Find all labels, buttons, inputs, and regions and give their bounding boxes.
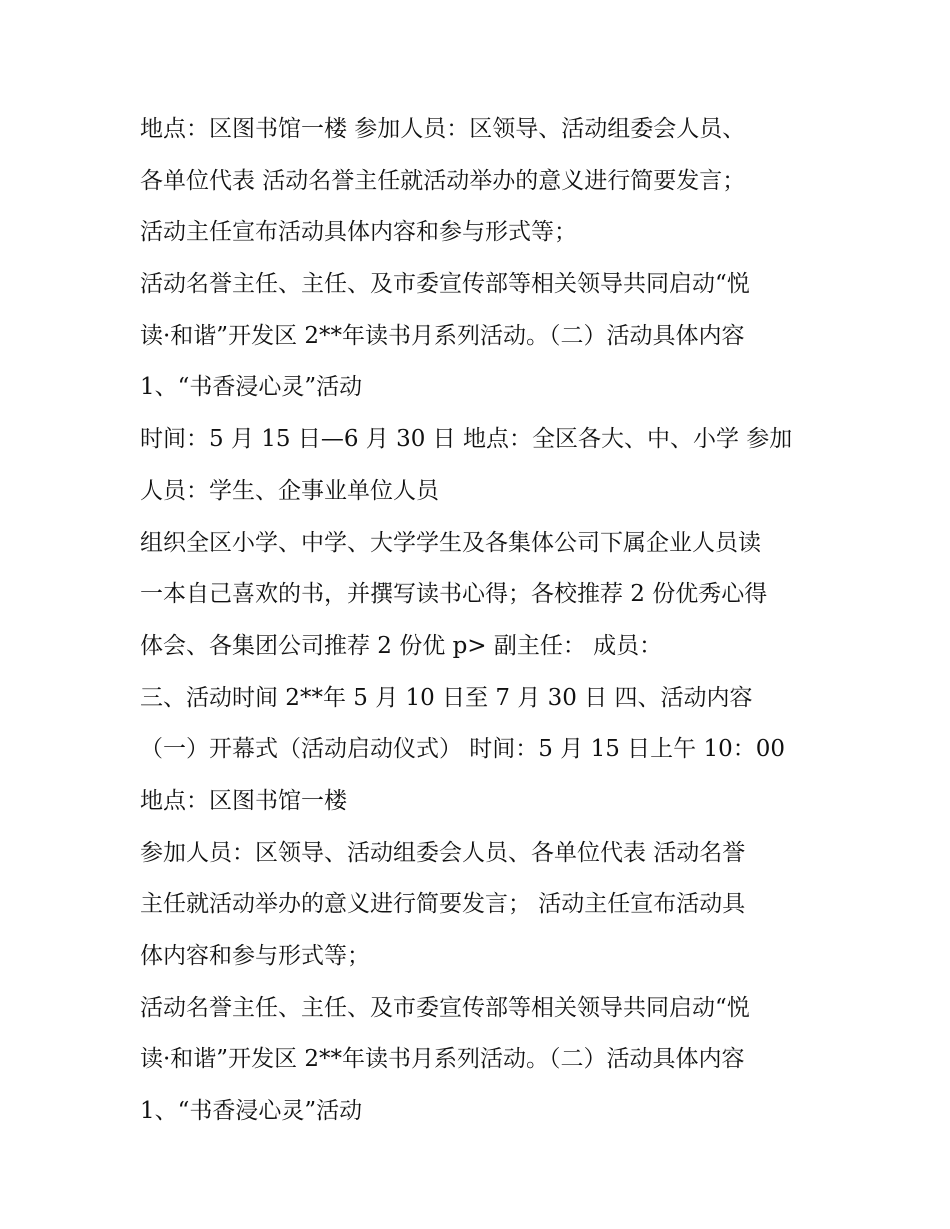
text-line: 参加人员：区领导、活动组委会人员、各单位代表 活动名誉 (140, 839, 746, 866)
text-line: 活动名誉主任、主任、及市委宣传部等相关领导共同启动“悦 (140, 994, 750, 1021)
text-line: 体内容和参与形式等； (140, 943, 370, 969)
text-line: 读·和谐”开发区 2**年读书月系列活动。（二）活动具体内容 (140, 1046, 745, 1073)
text-line: 组织全区小学、中学、大学学生及各集体公司下属企业人员读 (140, 529, 761, 556)
text-line: 主任就活动举办的意义进行简要发言； 活动主任宣布活动具 (140, 891, 746, 918)
text-line: 活动主任宣布活动具体内容和参与形式等； (140, 219, 577, 246)
text-line: 各单位代表 活动名誉主任就活动举办的意义进行简要发言； (140, 167, 746, 194)
text-line: 三、活动时间 2**年 5 月 10 日至 7 月 30 日 四、活动内容 (140, 684, 753, 711)
text-line: 1、“书香浸心灵”活动 (140, 374, 363, 401)
text-line: 活动名誉主任、主任、及市委宣传部等相关领导共同启动“悦 (140, 271, 750, 298)
text-line: 读·和谐”开发区 2**年读书月系列活动。（二）活动具体内容 (140, 322, 745, 349)
text-line: 1、“书香浸心灵”活动 (140, 1098, 363, 1125)
text-line: 地点：区图书馆一楼 (140, 787, 347, 814)
text-line: 地点：区图书馆一楼 参加人员：区领导、活动组委会人员、 (140, 116, 746, 142)
text-line: 一本自己喜欢的书，并撰写读书心得；各校推荐 2 份优秀心得 (140, 581, 768, 608)
text-line: 体会、各集团公司推荐 2 份优 p> 副主任： 成员： (140, 632, 663, 659)
document-body (140, 104, 820, 1138)
text-line: （一）开幕式（活动启动仪式） 时间：5 月 15 日上午 10：00 (140, 736, 785, 763)
text-line: 人员：学生、企事业单位人员 (140, 477, 439, 504)
text-line: 时间：5 月 15 日—6 月 30 日 地点：全区各大、中、小学 参加 (140, 426, 793, 453)
